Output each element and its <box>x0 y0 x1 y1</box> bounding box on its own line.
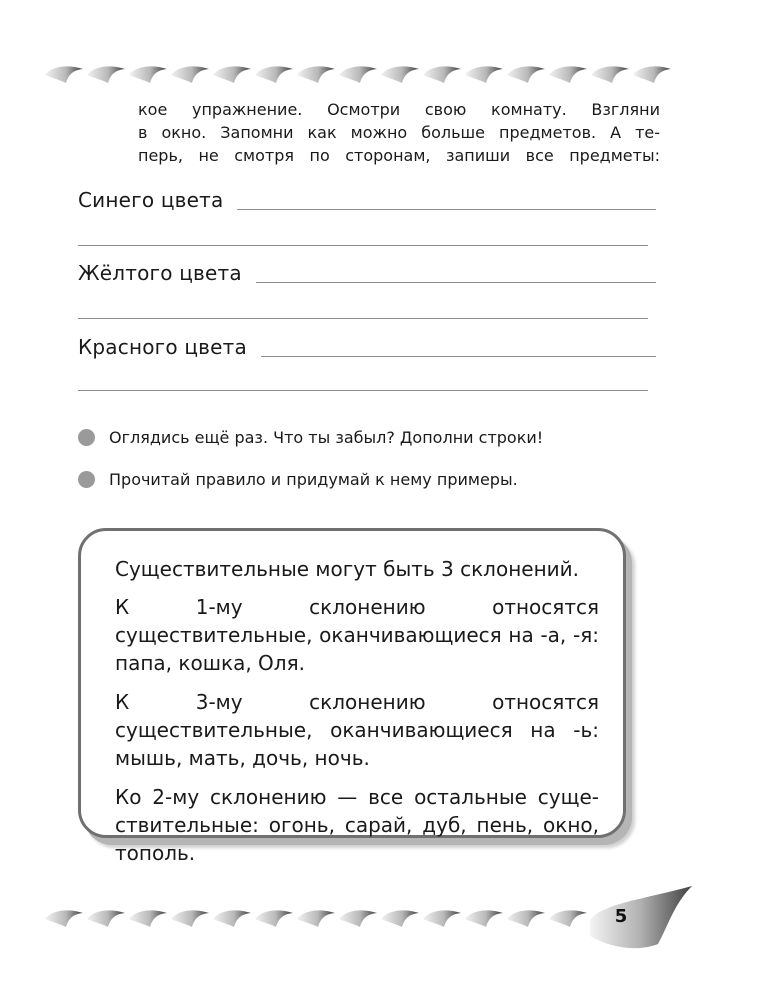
bullet-icon <box>78 429 95 446</box>
leaf-icon <box>170 906 210 930</box>
leaf-icon <box>506 62 546 86</box>
task-item <box>78 428 543 447</box>
leaf-icon <box>380 62 420 86</box>
field-blue <box>78 188 656 212</box>
leaf-icon <box>464 906 504 930</box>
leaf-icon <box>422 62 462 86</box>
leaf-icon <box>338 62 378 86</box>
field-label-yellow: Жёлтого цвета <box>78 261 242 285</box>
answer-line[interactable] <box>237 208 656 210</box>
leaf-icon <box>296 906 336 930</box>
answer-line[interactable] <box>78 390 648 391</box>
field-label-red: Красного цвета <box>78 335 247 359</box>
task-text: Прочитай правило и придумай к нему примеры. <box>109 470 518 489</box>
leaf-icon <box>380 906 420 930</box>
intro-paragraph <box>138 98 660 167</box>
leaf-icon <box>422 906 462 930</box>
answer-line[interactable] <box>78 245 648 246</box>
leaf-icon <box>506 906 546 930</box>
bottom-border-ornament <box>44 906 588 930</box>
leaf-icon <box>44 62 84 86</box>
leaf-icon <box>632 62 672 86</box>
bullet-icon <box>78 471 95 488</box>
task-item <box>78 470 518 489</box>
task-text: Оглядись ещё раз. Что ты забыл? Дополни строки! <box>109 428 544 447</box>
rule-paragraph: Ко 2-му склонению — все остальные суще-ствительные: огонь, сарай, дуб, пень, окно, тополь. <box>115 785 599 865</box>
answer-line[interactable] <box>256 281 656 283</box>
intro-line: перь, не смотря по сторонам, запиши все предметы: <box>138 146 660 165</box>
leaf-icon <box>548 62 588 86</box>
intro-line: кое упражнение. Осмотри свою комнату. Взгляни <box>138 100 660 119</box>
leaf-icon <box>590 62 630 86</box>
answer-line[interactable] <box>78 318 648 319</box>
rule-title: Существительные могут быть 3 склонений. <box>115 557 580 581</box>
leaf-icon <box>128 62 168 86</box>
leaf-icon <box>548 906 588 930</box>
field-label-blue: Синего цвета <box>78 188 224 212</box>
leaf-icon <box>254 62 294 86</box>
leaf-icon <box>86 62 126 86</box>
leaf-icon <box>212 62 252 86</box>
top-border-ornament <box>44 62 672 86</box>
leaf-icon <box>44 906 84 930</box>
rule-box <box>78 528 626 865</box>
leaf-icon <box>254 906 294 930</box>
rule-paragraph: К 3-му склонению относятся существительные, оканчивающиеся на -ь: мышь, мать, дочь, ночь. <box>115 690 599 770</box>
leaf-icon <box>86 906 126 930</box>
page-number: 5 <box>614 906 628 927</box>
field-yellow <box>78 261 656 285</box>
rule-paragraph: К 1-му склонению относятся существительные, оканчивающиеся на -а, -я: папа, кошка, Оля. <box>115 595 599 675</box>
leaf-icon <box>296 62 336 86</box>
answer-line[interactable] <box>261 355 656 357</box>
leaf-icon <box>128 906 168 930</box>
leaf-icon <box>338 906 378 930</box>
leaf-icon <box>212 906 252 930</box>
leaf-icon <box>170 62 210 86</box>
field-red <box>78 335 656 359</box>
intro-line: в окно. Запомни как можно больше предметов. А те- <box>138 123 660 142</box>
leaf-icon <box>464 62 504 86</box>
